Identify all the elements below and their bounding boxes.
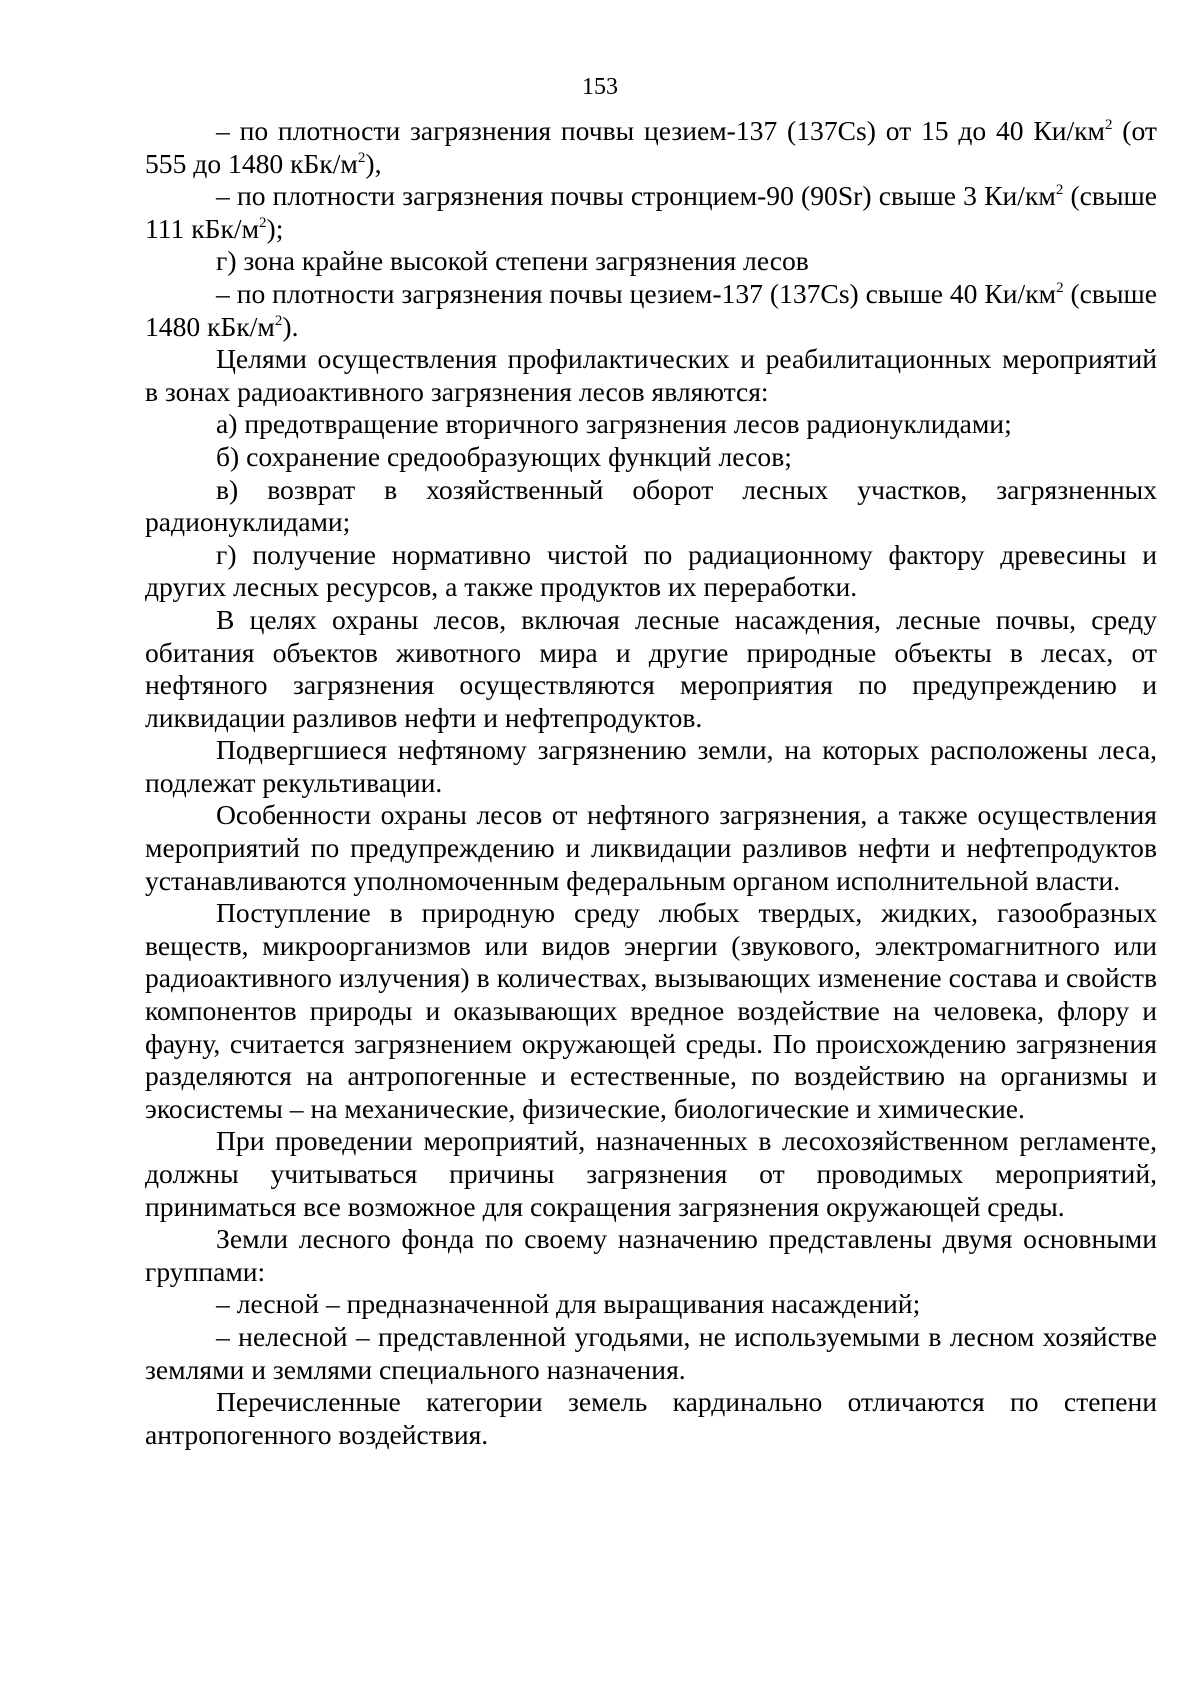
paragraph-text: ); <box>266 212 284 244</box>
paragraph <box>145 115 1157 180</box>
paragraph-text: Особенности охраны лесов от нефтяного загрязнения, а также осуществления мероприятий по предупреждению и ликвидации разливов нефти и нефтепродуктов устанавливаются уполномоченным федеральным органом исполнительной власти. <box>145 799 1157 896</box>
paragraph-text: При проведении мероприятий, назначенных в лесохозяйственном регламенте, должны учитываться причины загрязнения от проводимых мероприятий, приниматься все возможное для сокращения загрязнения окружающей среды. <box>145 1125 1157 1222</box>
paragraph <box>145 1223 1157 1288</box>
paragraph-text: Целями осуществления профилактических и реабилитационных мероприятий в зонах радиоактивного загрязнения лесов являются: <box>145 343 1157 407</box>
superscript: 2 <box>357 149 366 166</box>
superscript: 2 <box>274 312 283 329</box>
superscript: 2 <box>259 214 267 231</box>
paragraph-text: (свыше 111 кБк/м <box>145 180 1157 244</box>
paragraph-text: – по плотности загрязнения почвы цезием-137 (137Cs) от 15 до 40 Ки/км <box>216 115 1106 146</box>
paragraph <box>145 474 1157 539</box>
paragraph <box>145 441 1157 474</box>
document-body <box>145 115 1157 1451</box>
paragraph-text: а) предотвращение вторичного загрязнения лесов радионуклидами; <box>216 408 1012 440</box>
paragraph <box>145 1386 1157 1451</box>
paragraph-text: Земли лесного фонда по своему назначению представлены двумя основными группами: <box>145 1223 1157 1287</box>
paragraph-text: Поступление в природную среду любых твердых, жидких, газообразных веществ, микроорганизмов или видов энергии (звукового, электромагнитного или радиоактивного излучения) в количествах, вызывающих изменение состава и свойств компонентов природы и оказывающих вредное воздействие на человека, флору и фауну, считается загрязнением окружающей среды. По происхождению загрязнения разделяются на антропогенные и естественные, по воздействию на организмы и экосистемы – на механические, физические, биологические и химические. <box>145 897 1157 1124</box>
paragraph <box>145 245 1157 278</box>
paragraph-text: в) возврат в хозяйственный оборот лесных участков, загрязненных радионуклидами; <box>145 473 1157 538</box>
paragraph-text: (свыше 1480 кБк/м <box>145 277 1157 342</box>
paragraph <box>145 897 1157 1125</box>
paragraph-text: г) получение нормативно чистой по радиационному фактору древесины и других лесных ресурсов, а также продуктов их переработки. <box>145 538 1157 603</box>
paragraph-text: ). <box>282 310 299 342</box>
paragraph <box>145 408 1157 441</box>
paragraph-text: – нелесной – представленной угодьями, не используемыми в лесном хозяйстве землями и землями специального назначения. <box>145 1320 1157 1385</box>
paragraph <box>145 799 1157 897</box>
paragraph <box>145 734 1157 799</box>
page-number: 153 <box>582 74 618 100</box>
paragraph-text: – лесной – предназначенной для выращивания насаждений; <box>216 1288 921 1320</box>
paragraph <box>145 343 1157 408</box>
superscript: 2 <box>1055 182 1064 199</box>
paragraph <box>145 1125 1157 1223</box>
paragraph <box>145 604 1157 734</box>
paragraph-text: ), <box>365 147 382 179</box>
superscript: 2 <box>1105 117 1113 133</box>
paragraph-text: Перечисленные категории земель кардинально отличаются по степени антропогенного воздействия. <box>145 1386 1157 1450</box>
paragraph <box>145 1321 1157 1386</box>
paragraph-text: В целях охраны лесов, включая лесные насаждения, лесные почвы, среду обитания объектов животного мира и другие природные объекты в лесах, от нефтяного загрязнения осуществляются мероприятия по предупреждению и ликвидации разливов нефти и нефтепродуктов. <box>145 603 1157 733</box>
paragraph-text: Подвергшиеся нефтяному загрязнению земли, на которых расположены леса, подлежат рекультивации. <box>145 734 1157 798</box>
superscript: 2 <box>1056 279 1064 296</box>
paragraph-text: (от 555 до 1480 кБк/м <box>145 115 1157 179</box>
paragraph-text: б) сохранение средообразующих функций лесов; <box>216 440 792 472</box>
paragraph <box>145 1288 1157 1321</box>
paragraph-text: г) зона крайне высокой степени загрязнения лесов <box>216 245 809 277</box>
paragraph <box>145 539 1157 604</box>
paragraph-text: – по плотности загрязнения почвы цезием-137 (137Cs) свыше 40 Ки/км <box>216 277 1057 309</box>
paragraph <box>145 278 1157 343</box>
paragraph-text: – по плотности загрязнения почвы стронцием-90 (90Sr) свыше 3 Ки/км <box>216 180 1056 212</box>
paragraph <box>145 180 1157 245</box>
